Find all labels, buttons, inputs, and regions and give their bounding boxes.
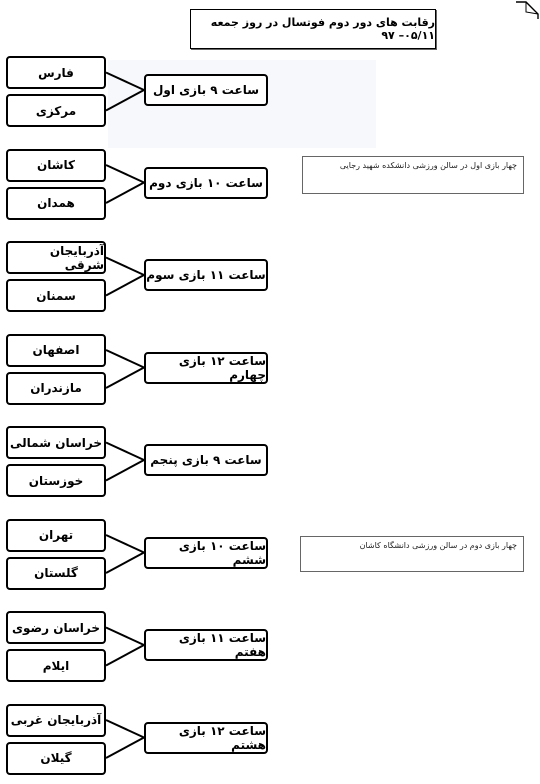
team-box: همدان [6,187,106,220]
team-box: فارس [6,56,106,89]
match-time-box: ساعت ۱۲ بازی هشتم [144,722,268,754]
match-time-box: ساعت ۱۰ بازی دوم [144,167,268,199]
match-time-box: ساعت ۱۱ بازی سوم [144,259,268,291]
match-time-box: ساعت ۱۲ بازی چهارم [144,352,268,384]
match-time-box: ساعت ۹ بازی اول [144,74,268,106]
connector-line [106,90,144,111]
venue-note-second-four: چهار بازی دوم در سالن ورزشی دانشگاه کاشان [300,536,524,572]
connector-line [106,275,144,296]
team-box: تهران [6,519,106,552]
team-box: آذربایجان غربی [6,704,106,737]
team-box: خراسان رضوی [6,611,106,644]
connector-line [106,535,144,553]
team-box: خوزستان [6,464,106,497]
connector-line [106,165,144,183]
team-box: آذربایجان شرقی [6,241,106,274]
connector-line [106,645,144,666]
team-box: کاشان [6,149,106,182]
connector-line [106,183,144,204]
match-time-box: ساعت ۹ بازی پنجم [144,444,268,476]
team-box: سمنان [6,279,106,312]
team-box: خراسان شمالی [6,426,106,459]
schedule-title: رقابت های دور دوم فوتسال در روز جمعه ۰۵/۱۱– ۹۷ [190,9,436,49]
team-box: مرکزی [6,94,106,127]
connector-line [106,258,144,276]
match-time-box: ساعت ۱۱ بازی هفتم [144,629,268,661]
team-box: گلستان [6,557,106,590]
connector-line [106,443,144,461]
connector-line [106,460,144,481]
team-box: اصفهان [6,334,106,367]
team-box: گیلان [6,742,106,775]
team-box: مازندران [6,372,106,405]
connector-line [106,720,144,738]
connector-line [106,368,144,389]
connector-line [106,73,144,91]
connector-line [106,738,144,759]
match-time-box: ساعت ۱۰ بازی ششم [144,537,268,569]
connector-line [106,628,144,646]
connector-line [106,350,144,368]
venue-note-first-four: چهار بازی اول در سالن ورزشی دانشکده شهید رجایی [302,156,524,194]
connector-line [106,553,144,574]
team-box: ایلام [6,649,106,682]
